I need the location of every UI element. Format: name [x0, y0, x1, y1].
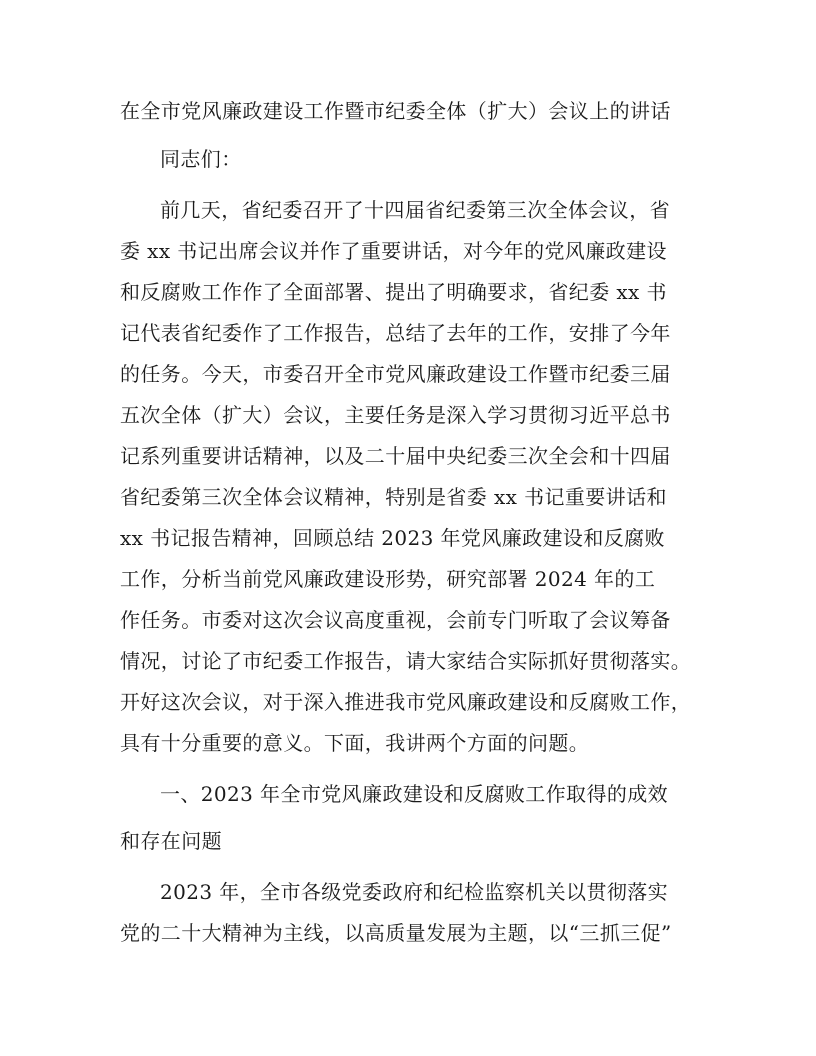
document-title: 在全市党风廉政建设工作暨市纪委全体（扩大）会议上的讲话: [120, 99, 671, 123]
section-heading: 一、2023 年全市党风廉政建设和反腐败工作取得的成效: [160, 782, 669, 806]
section-heading: 和存在问题: [120, 829, 222, 853]
paragraph-line: 委 xx 书记出席会议并作了重要讲话，对今年的党风廉政建设: [120, 239, 667, 263]
paragraph-line: 工作，分析当前党风廉政建设形势，研究部署 2024 年的工: [120, 567, 656, 591]
paragraph-line: 的任务。今天，市委召开全市党风廉政建设工作暨市纪委三届: [120, 362, 671, 386]
paragraph-line: 记代表省纪委作了工作报告，总结了去年的工作，安排了今年: [120, 321, 671, 345]
paragraph-line: 具有十分重要的意义。下面，我讲两个方面的问题。: [120, 731, 590, 755]
paragraph-line: 省纪委第三次全体会议精神，特别是省委 xx 书记重要讲话和: [120, 485, 667, 509]
paragraph-line: 和反腐败工作作了全面部署、提出了明确要求，省纪委 xx 书: [120, 280, 667, 304]
paragraph-line: 党的二十大精神为主线，以高质量发展为主题，以“三抓三促”: [120, 921, 672, 945]
paragraph-line: 前几天，省纪委召开了十四届省纪委第三次全体会议，省: [160, 198, 670, 222]
paragraph-line: xx 书记报告精神，回顾总结 2023 年党风廉政建设和反腐败: [120, 526, 665, 550]
paragraph-line: 记系列重要讲话精神，以及二十届中央纪委三次全会和十四届: [120, 444, 671, 468]
salutation: 同志们：: [160, 147, 242, 171]
paragraph-line: 五次全体（扩大）会议，主要任务是深入学习贯彻习近平总书: [120, 403, 671, 427]
paragraph-line: 情况，讨论了市纪委工作报告，请大家结合实际抓好贯彻落实。: [120, 649, 692, 673]
paragraph-line: 2023 年，全市各级党委政府和纪检监察机关以贯彻落实: [160, 880, 669, 904]
paragraph-line: 开好这次会议，对于深入推进我市党风廉政建设和反腐败工作，: [120, 690, 692, 714]
paragraph-line: 作任务。市委对这次会议高度重视，会前专门听取了会议筹备: [120, 608, 671, 632]
